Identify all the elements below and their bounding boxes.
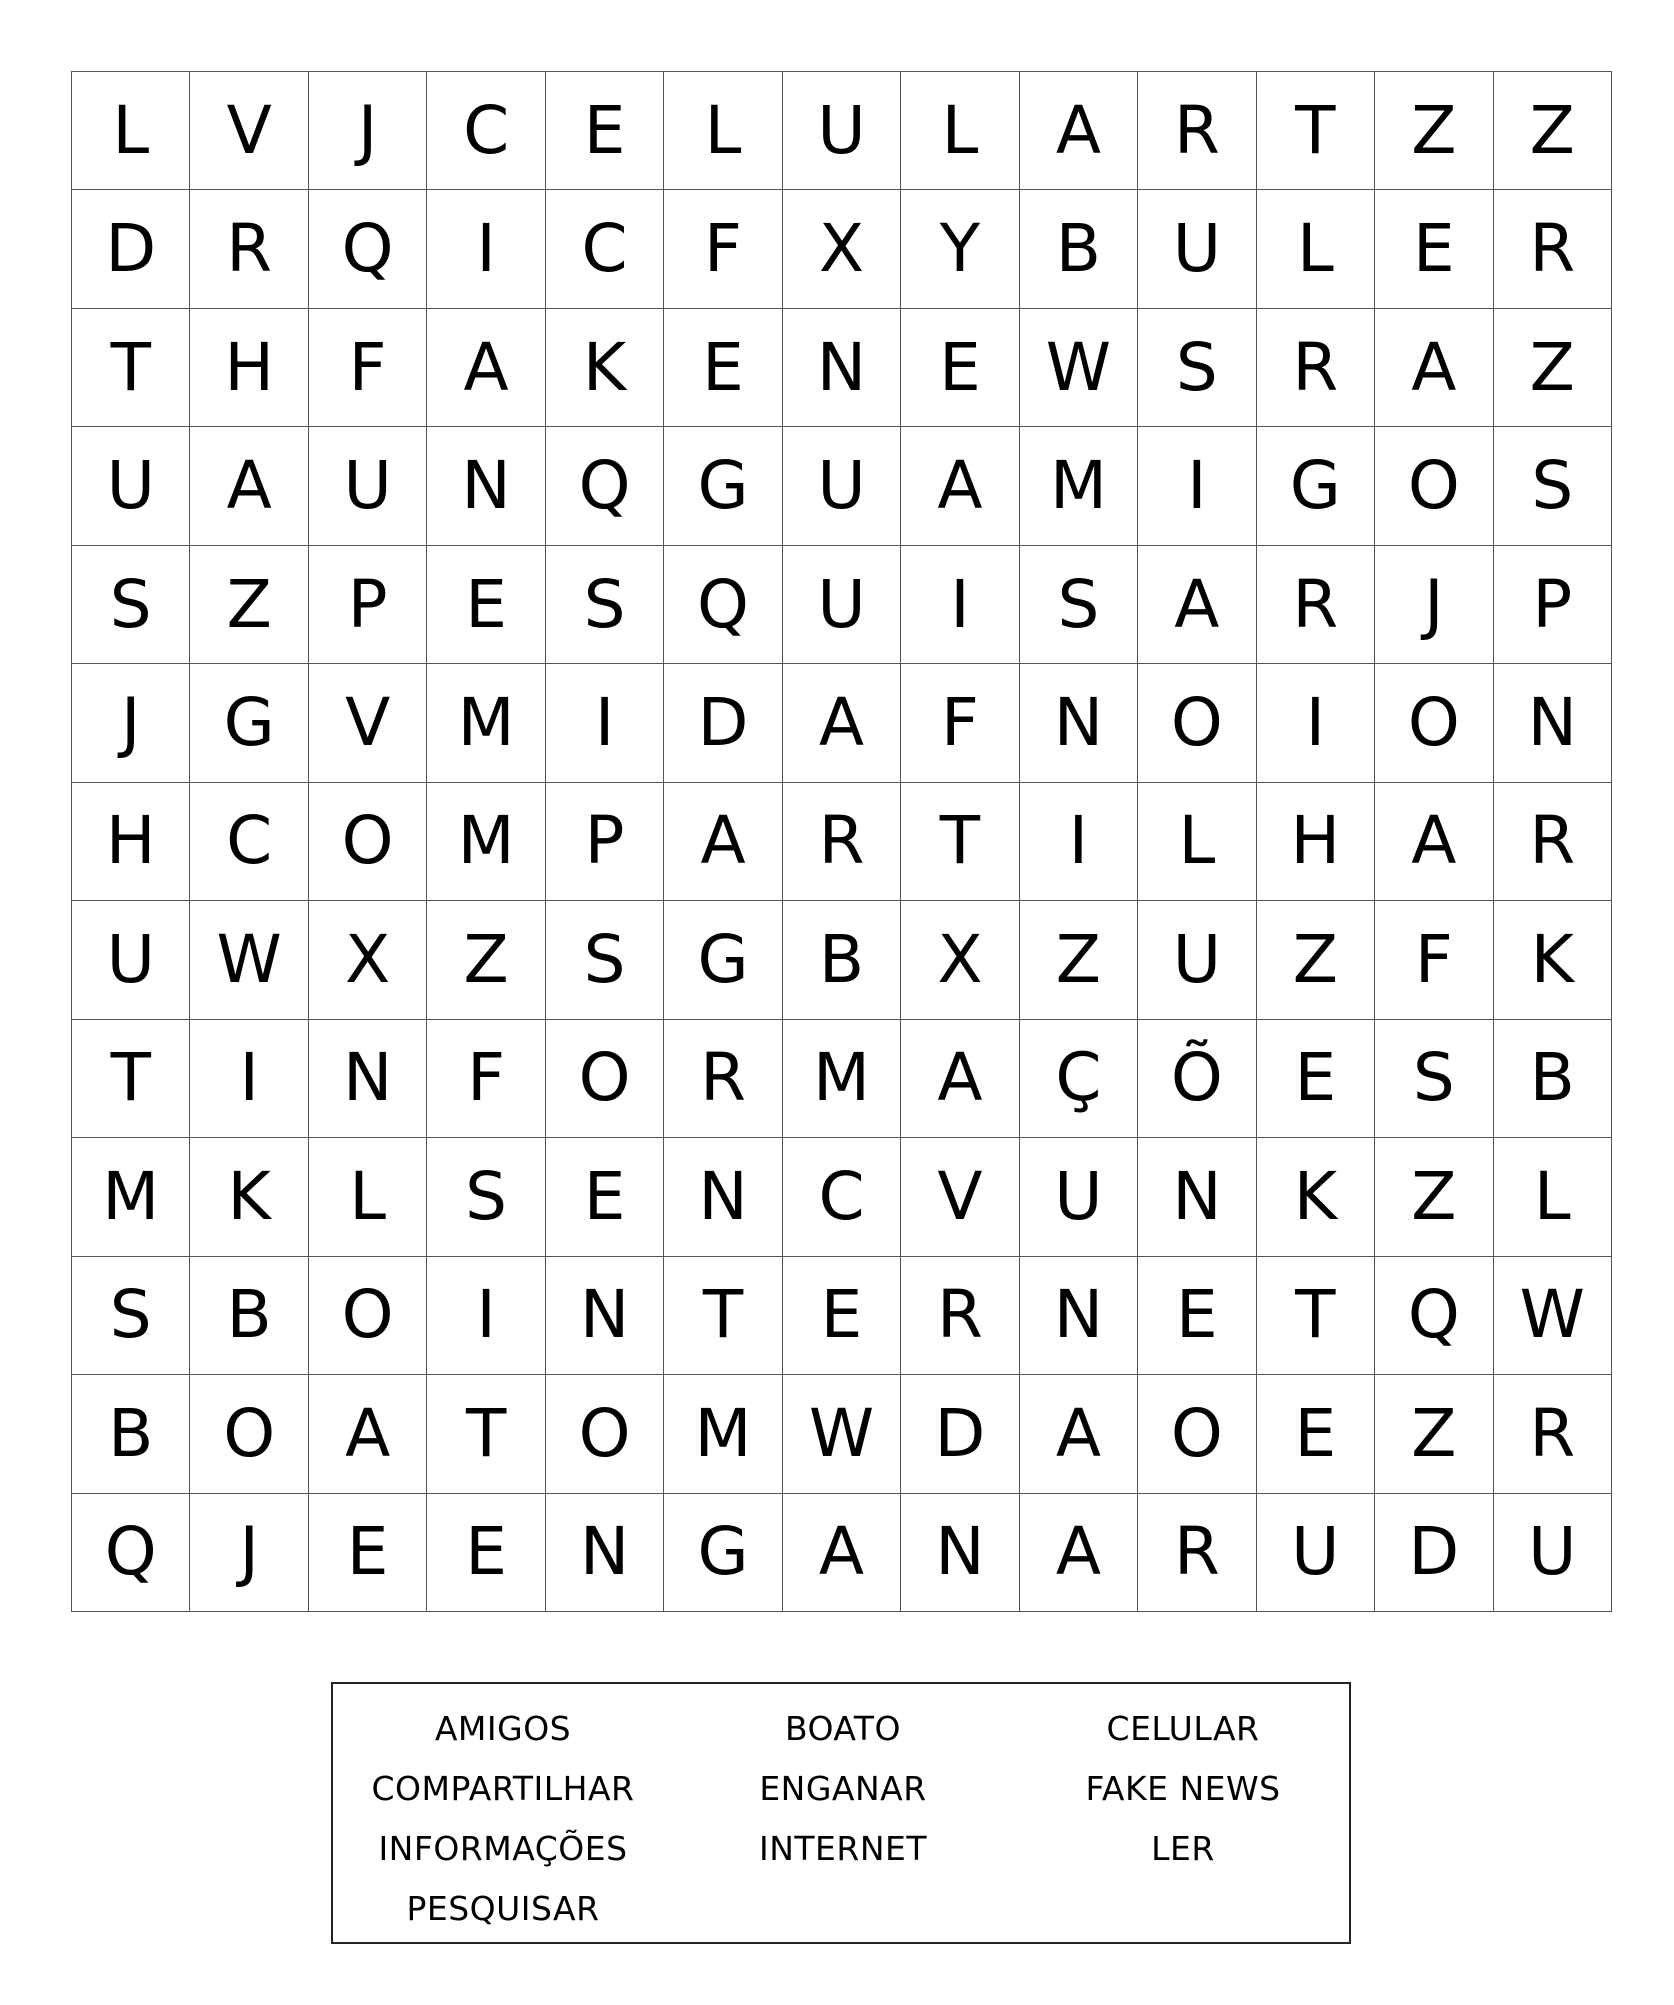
grid-cell[interactable]: I: [1257, 664, 1375, 782]
grid-cell[interactable]: J: [1375, 546, 1493, 664]
grid-cell[interactable]: Z: [1020, 901, 1138, 1019]
grid-cell[interactable]: Ç: [1020, 1020, 1138, 1138]
grid-cell[interactable]: M: [427, 664, 545, 782]
grid-cell[interactable]: U: [783, 72, 901, 190]
grid-cell[interactable]: L: [1257, 190, 1375, 308]
grid-cell[interactable]: Q: [664, 546, 782, 664]
word-item-empty: [1013, 1878, 1353, 1938]
grid-cell[interactable]: R: [1494, 783, 1612, 901]
grid-cell[interactable]: M: [1020, 427, 1138, 545]
grid-cell[interactable]: T: [1257, 1257, 1375, 1375]
grid-cell[interactable]: U: [783, 427, 901, 545]
grid-cell[interactable]: B: [1020, 190, 1138, 308]
grid-cell[interactable]: I: [546, 664, 664, 782]
grid-cell[interactable]: A: [1020, 1375, 1138, 1493]
grid-cell[interactable]: K: [1257, 1138, 1375, 1256]
grid-cell[interactable]: T: [901, 783, 1019, 901]
grid-cell[interactable]: W: [1020, 309, 1138, 427]
grid-cell[interactable]: T: [72, 309, 190, 427]
grid-cell[interactable]: I: [427, 190, 545, 308]
grid-cell[interactable]: K: [190, 1138, 308, 1256]
grid-cell[interactable]: D: [1375, 1494, 1493, 1612]
grid-cell[interactable]: N: [783, 309, 901, 427]
grid-cell[interactable]: O: [546, 1375, 664, 1493]
grid-cell[interactable]: A: [1020, 1494, 1138, 1612]
grid-cell[interactable]: T: [1257, 72, 1375, 190]
grid-cell[interactable]: N: [1138, 1138, 1256, 1256]
grid-cell[interactable]: A: [427, 309, 545, 427]
word-item: INTERNET: [758, 1828, 928, 1868]
grid-cell[interactable]: R: [1257, 309, 1375, 427]
grid-cell[interactable]: K: [546, 309, 664, 427]
grid-cell[interactable]: J: [190, 1494, 308, 1612]
grid-cell[interactable]: E: [1375, 190, 1493, 308]
grid-cell[interactable]: N: [1494, 664, 1612, 782]
grid-cell[interactable]: P: [546, 783, 664, 901]
grid-cell[interactable]: D: [72, 190, 190, 308]
grid-cell[interactable]: D: [664, 664, 782, 782]
grid-cell[interactable]: R: [1138, 1494, 1256, 1612]
word-list-box: [331, 1682, 1351, 1944]
grid-cell[interactable]: R: [901, 1257, 1019, 1375]
word-list: [333, 1698, 1349, 1938]
grid-cell[interactable]: N: [427, 427, 545, 545]
letter-grid: [71, 71, 1612, 1612]
grid-cell[interactable]: T: [427, 1375, 545, 1493]
grid-cell[interactable]: N: [546, 1494, 664, 1612]
grid-cell[interactable]: O: [1375, 664, 1493, 782]
word-item: ENGANAR: [759, 1768, 927, 1808]
grid-cell[interactable]: E: [664, 309, 782, 427]
grid-cell[interactable]: R: [1494, 190, 1612, 308]
grid-cell[interactable]: L: [664, 72, 782, 190]
word-item: CELULAR: [1106, 1708, 1260, 1748]
grid-cell[interactable]: U: [1257, 1494, 1375, 1612]
grid-cell[interactable]: R: [1257, 546, 1375, 664]
grid-cell[interactable]: U: [1138, 901, 1256, 1019]
grid-cell[interactable]: Z: [1257, 901, 1375, 1019]
grid-cell[interactable]: S: [72, 1257, 190, 1375]
grid-cell[interactable]: X: [309, 901, 427, 1019]
grid-cell[interactable]: A: [309, 1375, 427, 1493]
grid-cell[interactable]: E: [546, 72, 664, 190]
grid-cell[interactable]: I: [190, 1020, 308, 1138]
grid-cell[interactable]: Q: [72, 1494, 190, 1612]
grid-cell[interactable]: C: [190, 783, 308, 901]
grid-cell[interactable]: O: [190, 1375, 308, 1493]
grid-cell[interactable]: S: [72, 546, 190, 664]
grid-cell[interactable]: O: [1138, 1375, 1256, 1493]
grid-cell[interactable]: E: [427, 546, 545, 664]
grid-cell[interactable]: S: [546, 901, 664, 1019]
grid-cell[interactable]: U: [783, 546, 901, 664]
grid-cell[interactable]: S: [1138, 309, 1256, 427]
grid-cell[interactable]: P: [309, 546, 427, 664]
word-item: LER: [1151, 1828, 1215, 1868]
grid-cell[interactable]: N: [546, 1257, 664, 1375]
grid-cell[interactable]: H: [1257, 783, 1375, 901]
grid-cell[interactable]: A: [190, 427, 308, 545]
grid-cell[interactable]: S: [1494, 427, 1612, 545]
grid-cell[interactable]: G: [664, 1494, 782, 1612]
grid-cell[interactable]: E: [309, 1494, 427, 1612]
grid-cell[interactable]: Õ: [1138, 1020, 1256, 1138]
grid-cell[interactable]: P: [1494, 546, 1612, 664]
grid-cell[interactable]: N: [901, 1494, 1019, 1612]
grid-cell[interactable]: F: [664, 190, 782, 308]
grid-cell[interactable]: T: [72, 1020, 190, 1138]
grid-cell[interactable]: M: [664, 1375, 782, 1493]
grid-cell[interactable]: U: [309, 427, 427, 545]
grid-cell[interactable]: A: [664, 783, 782, 901]
grid-cell[interactable]: W: [783, 1375, 901, 1493]
grid-cell[interactable]: N: [664, 1138, 782, 1256]
grid-cell[interactable]: D: [901, 1375, 1019, 1493]
grid-cell[interactable]: Z: [190, 546, 308, 664]
grid-cell[interactable]: A: [1375, 783, 1493, 901]
grid-cell[interactable]: A: [1138, 546, 1256, 664]
grid-cell[interactable]: T: [664, 1257, 782, 1375]
grid-cell[interactable]: R: [190, 190, 308, 308]
grid-cell[interactable]: C: [783, 1138, 901, 1256]
grid-cell[interactable]: E: [783, 1257, 901, 1375]
grid-cell[interactable]: S: [1375, 1020, 1493, 1138]
grid-cell[interactable]: E: [427, 1494, 545, 1612]
grid-cell[interactable]: U: [72, 901, 190, 1019]
grid-cell[interactable]: O: [1138, 664, 1256, 782]
grid-cell[interactable]: Q: [546, 427, 664, 545]
grid-cell[interactable]: Q: [309, 190, 427, 308]
grid-cell[interactable]: U: [1138, 190, 1256, 308]
grid-cell[interactable]: F: [427, 1020, 545, 1138]
grid-cell[interactable]: A: [901, 1020, 1019, 1138]
grid-cell[interactable]: H: [190, 309, 308, 427]
grid-cell[interactable]: A: [901, 427, 1019, 545]
grid-cell[interactable]: R: [1138, 72, 1256, 190]
grid-cell[interactable]: N: [309, 1020, 427, 1138]
grid-cell[interactable]: G: [190, 664, 308, 782]
word-item: INFORMAÇÕES: [378, 1828, 628, 1868]
grid-cell[interactable]: E: [901, 309, 1019, 427]
grid-cell[interactable]: Z: [1494, 309, 1612, 427]
grid-cell[interactable]: R: [1494, 1375, 1612, 1493]
grid-cell[interactable]: N: [1020, 664, 1138, 782]
grid-cell[interactable]: B: [783, 901, 901, 1019]
grid-cell[interactable]: C: [427, 72, 545, 190]
grid-cell[interactable]: O: [309, 1257, 427, 1375]
grid-cell[interactable]: B: [1494, 1020, 1612, 1138]
grid-cell[interactable]: S: [546, 546, 664, 664]
grid-cell[interactable]: O: [1375, 427, 1493, 545]
grid-cell[interactable]: Y: [901, 190, 1019, 308]
grid-cell[interactable]: K: [1494, 901, 1612, 1019]
grid-cell[interactable]: J: [309, 72, 427, 190]
grid-cell[interactable]: M: [427, 783, 545, 901]
grid-cell[interactable]: F: [901, 664, 1019, 782]
grid-cell[interactable]: I: [901, 546, 1019, 664]
grid-cell[interactable]: U: [1020, 1138, 1138, 1256]
grid-cell[interactable]: Z: [1375, 1375, 1493, 1493]
grid-cell[interactable]: C: [546, 190, 664, 308]
grid-cell[interactable]: V: [901, 1138, 1019, 1256]
grid-cell[interactable]: F: [1375, 901, 1493, 1019]
grid-cell[interactable]: R: [783, 783, 901, 901]
word-item: BOATO: [784, 1708, 902, 1748]
grid-cell[interactable]: E: [546, 1138, 664, 1256]
grid-cell[interactable]: L: [72, 72, 190, 190]
grid-cell[interactable]: Z: [427, 901, 545, 1019]
grid-cell[interactable]: M: [72, 1138, 190, 1256]
grid-cell[interactable]: V: [309, 664, 427, 782]
grid-cell[interactable]: E: [1138, 1257, 1256, 1375]
grid-cell[interactable]: X: [783, 190, 901, 308]
grid-cell[interactable]: A: [783, 664, 901, 782]
grid-cell[interactable]: U: [72, 427, 190, 545]
word-item: AMIGOS: [434, 1708, 572, 1748]
grid-cell[interactable]: G: [664, 427, 782, 545]
grid-cell[interactable]: Z: [1375, 72, 1493, 190]
grid-cell[interactable]: A: [1375, 309, 1493, 427]
grid-cell[interactable]: B: [72, 1375, 190, 1493]
grid-cell[interactable]: H: [72, 783, 190, 901]
grid-cell[interactable]: L: [309, 1138, 427, 1256]
grid-cell[interactable]: Z: [1494, 72, 1612, 190]
grid-cell[interactable]: L: [1494, 1138, 1612, 1256]
grid-cell[interactable]: B: [190, 1257, 308, 1375]
grid-cell[interactable]: V: [190, 72, 308, 190]
word-item: PESQUISAR: [406, 1888, 600, 1928]
grid-cell[interactable]: F: [309, 309, 427, 427]
grid-cell[interactable]: J: [72, 664, 190, 782]
grid-cell[interactable]: S: [1020, 546, 1138, 664]
grid-cell[interactable]: E: [1257, 1020, 1375, 1138]
grid-cell[interactable]: O: [546, 1020, 664, 1138]
grid-cell[interactable]: X: [901, 901, 1019, 1019]
grid-cell[interactable]: M: [783, 1020, 901, 1138]
grid-cell[interactable]: I: [1020, 783, 1138, 901]
word-item-empty: [673, 1878, 1013, 1938]
grid-cell[interactable]: I: [1138, 427, 1256, 545]
grid-cell[interactable]: G: [664, 901, 782, 1019]
grid-cell[interactable]: G: [1257, 427, 1375, 545]
grid-cell[interactable]: A: [783, 1494, 901, 1612]
grid-cell[interactable]: O: [309, 783, 427, 901]
grid-cell[interactable]: A: [1020, 72, 1138, 190]
grid-cell[interactable]: L: [1138, 783, 1256, 901]
grid-cell[interactable]: Z: [1375, 1138, 1493, 1256]
grid-cell[interactable]: W: [190, 901, 308, 1019]
grid-cell[interactable]: U: [1494, 1494, 1612, 1612]
word-item: COMPARTILHAR: [371, 1768, 635, 1808]
grid-cell[interactable]: L: [901, 72, 1019, 190]
word-item: FAKE NEWS: [1085, 1768, 1281, 1808]
grid-cell[interactable]: Q: [1375, 1257, 1493, 1375]
grid-cell[interactable]: E: [1257, 1375, 1375, 1493]
grid-cell[interactable]: N: [1020, 1257, 1138, 1375]
grid-cell[interactable]: I: [427, 1257, 545, 1375]
grid-cell[interactable]: W: [1494, 1257, 1612, 1375]
grid-cell[interactable]: S: [427, 1138, 545, 1256]
grid-cell[interactable]: R: [664, 1020, 782, 1138]
